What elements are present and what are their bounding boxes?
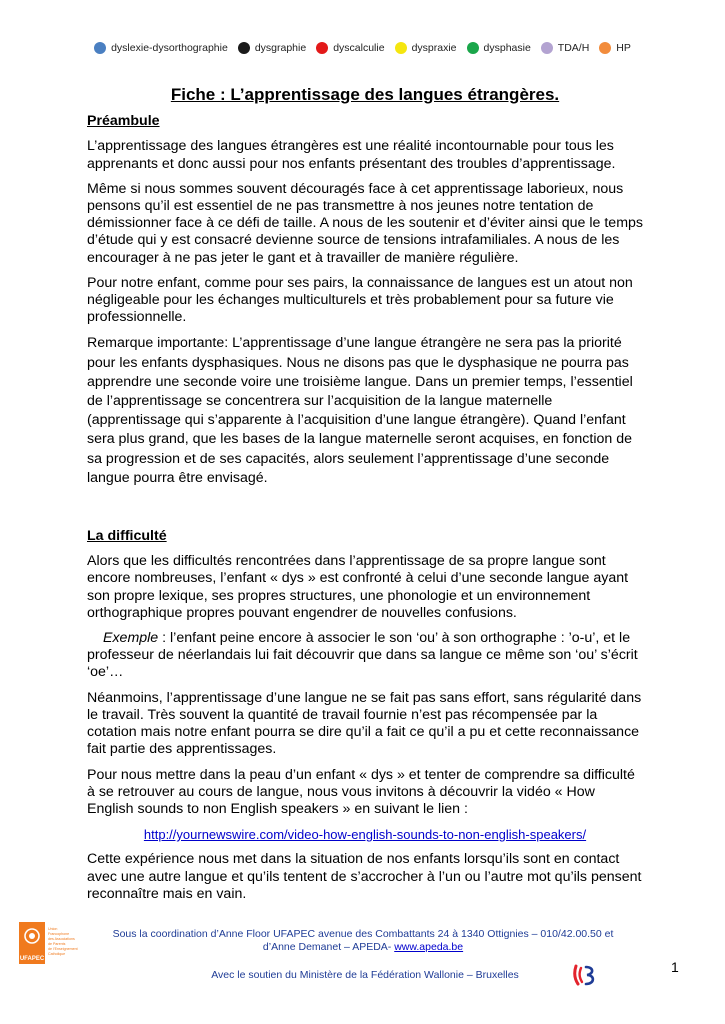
legend-label: dyscalculie xyxy=(333,42,385,54)
legend-label: TDA/H xyxy=(557,42,590,54)
black-dot-icon xyxy=(238,42,250,54)
page-number: 1 xyxy=(671,959,679,975)
yellow-dot-icon xyxy=(395,42,407,54)
legend-item-dyspraxie xyxy=(395,42,457,54)
paragraph: L’apprentissage des langues étrangères est une réalité incontournable pour tous les apprenants et donc aussi pour nos enfants présentant des troubles d’apprentissage. xyxy=(87,138,616,172)
legend-item-dyscalculie xyxy=(316,42,384,54)
footer-coordination xyxy=(90,928,636,954)
section-heading-preambule: Préambule xyxy=(87,113,160,130)
page-title: Fiche : L’apprentissage des langues étrangères. xyxy=(170,85,560,104)
video-link-line xyxy=(87,826,643,843)
disorder-legend xyxy=(0,42,725,54)
paragraph: Cette expérience nous met dans la situation de nos enfants lorsqu’ils sont en contact avec une autre langue et qu’ils tentent de s’accrocher à l’un ou l’autre mot qu’ils pensent reconnaître mais en vain. xyxy=(87,851,642,902)
svg-text:de l’Enseignement: de l’Enseignement xyxy=(48,947,78,951)
legend-item-dyslexie xyxy=(94,42,228,54)
example-label: Exemple xyxy=(103,630,159,647)
svg-text:Catholique: Catholique xyxy=(48,952,66,956)
footer-line-1: Sous la coordination d’Anne Floor UFAPEC avenue des Combattants 24 à 1340 Ottignies – 010/42.00.50 et xyxy=(112,928,614,940)
lavender-dot-icon xyxy=(541,42,553,54)
ufapec-logo xyxy=(19,922,81,964)
paragraph: Alors que les difficultés rencontrées dans l’apprentissage de sa propre langue sont encore nombreuses, l’enfant « dys » est confronté à celui d’une seconde langue ayant son propre lexique, ses propres structures, une phonologie et un environnement orthographique propres pouvant engendrer de nouvelles confusions. xyxy=(87,553,629,621)
paragraph: Pour nous mettre dans la peau d’un enfant « dys » et tenter de comprendre sa difficulté à se retrouver au cours de langue, nous vous invitons à découvrir la vidéo « How English sounds to non English speakers » en suivant le lien : xyxy=(87,766,635,817)
legend-label: HP xyxy=(616,42,631,54)
green-dot-icon xyxy=(467,42,479,54)
legend-label: dysgraphie xyxy=(254,42,307,54)
legend-label: dysphasie xyxy=(483,42,531,54)
paragraph: Même si nous sommes souvent découragés face à cet apprentissage laborieux, nous pensons qu’il est essentiel de ne pas transmettre à nos jeunes notre tentation de démissionner face à ce défi de taille. A nous de les soutenir et d’éviter ainsi que le temps d’étude qui y est consacré devienne source de tensions intrafamiliales. A nous de les encourager à ne pas jeter le gant et à travailler de manière régulière. xyxy=(87,180,643,266)
document-body xyxy=(87,86,643,911)
legend-item-hp xyxy=(599,42,631,54)
paragraph-remark: Remarque importante: L’apprentissage d’une langue étrangère ne sera pas la priorité pour les enfants dysphasiques. Nous ne disons pas que le dysphasique ne pourra pas apprendre une seconde voire une troisième langue. Dans un premier temps, l’essentiel de l’apprentissage se concentrera sur l’acquisition de la langue maternelle (apprentissage qui s’apparente à l’acquisition d’une langue étrangère). Quand l’enfant sera plus grand, que les bases de la langue maternelle seront acquises, en fonction de sa progression et de ses capacités, alors seulement l’apprentissage d’une seconde langue pourra être envisagé. xyxy=(87,335,633,486)
orange-dot-icon xyxy=(599,42,611,54)
svg-text:de Parents: de Parents xyxy=(48,942,66,946)
svg-text:des Associations: des Associations xyxy=(48,937,75,941)
paragraph-example xyxy=(87,630,643,682)
legend-item-dysgraphie xyxy=(238,42,306,54)
apeda-link[interactable]: www.apeda.be xyxy=(394,941,464,953)
footer-line-2: d’Anne Demanet – APEDA- www.apeda.be xyxy=(262,941,464,953)
svg-text:UFAPEC: UFAPEC xyxy=(19,956,45,962)
federation-wallonie-bruxelles-logo xyxy=(572,962,598,988)
footer-support: Avec le soutien du Ministère de la Fédération Wallonie – Bruxelles xyxy=(211,969,519,981)
example-text: : l’enfant peine encore à associer le son ‘ou’ à son orthographe : ’o-u’, et le professeur de néerlandais lui fait découvrir que dans sa langue ce même son ‘ou’ s’écrit ‘oe’… xyxy=(87,630,638,681)
red-dot-icon xyxy=(316,42,328,54)
svg-text:Union: Union xyxy=(48,927,58,931)
blue-dot-icon xyxy=(94,42,106,54)
video-link[interactable]: http://yournewswire.com/video-how-english-sounds-to-non-english-speakers/ xyxy=(143,827,587,843)
paragraph: Néanmoins, l’apprentissage d’une langue ne se fait pas sans effort, sans régularité dans le travail. Très souvent la quantité de travail fournie n’est pas récompensée par la cotation mais notre enfant pourra se dire qu’il a fait ce qu’il a pu et cette reconnaissance fait partie des apprentissages. xyxy=(87,689,642,758)
section-heading-difficulte: La difficulté xyxy=(87,528,167,545)
legend-item-tdah xyxy=(541,42,590,54)
legend-label: dyspraxie xyxy=(411,42,457,54)
svg-text:Francophone: Francophone xyxy=(48,932,70,936)
legend-item-dysphasie xyxy=(467,42,531,54)
legend-label: dyslexie-dysorthographie xyxy=(111,42,228,54)
paragraph: Pour notre enfant, comme pour ses pairs, la connaissance de langues est un atout non négligeable pour les échanges multiculturels et très probablement pour sa future vie professionnelle. xyxy=(87,274,633,326)
